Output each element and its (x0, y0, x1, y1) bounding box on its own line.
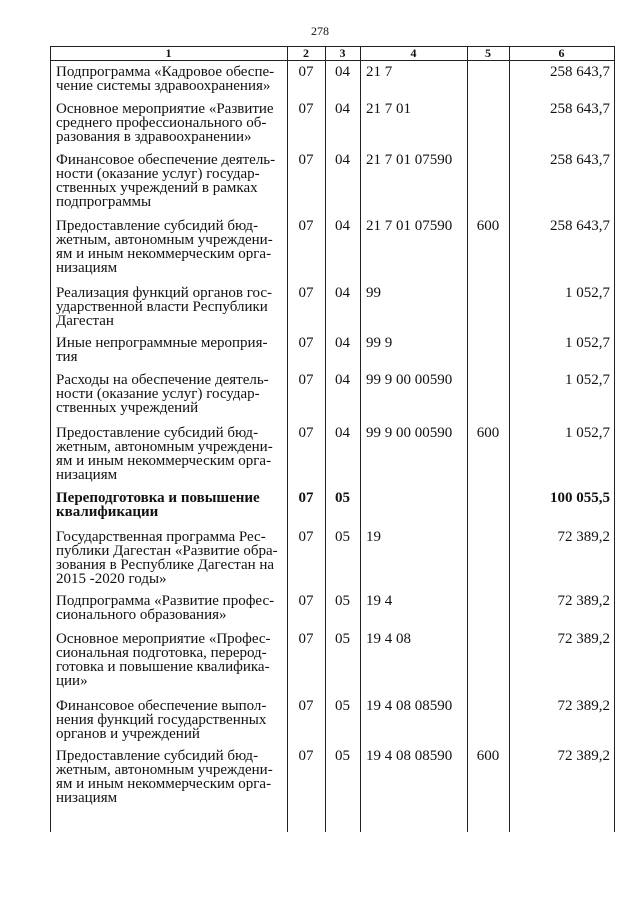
row-subsection: 05 (335, 748, 350, 764)
row-section: 07 (298, 152, 314, 168)
row-expense-type: 600 (476, 218, 500, 234)
row-target-code: 19 (366, 529, 381, 545)
row-section: 07 (298, 529, 314, 545)
row-amount: 1 052,7 (565, 335, 610, 351)
row-amount: 72 389,2 (557, 631, 610, 647)
row-subsection: 05 (335, 529, 350, 545)
row-subsection: 05 (335, 698, 350, 714)
row-amount: 72 389,2 (557, 593, 610, 609)
column-divider (360, 46, 361, 832)
row-amount: 72 389,2 (557, 698, 610, 714)
row-name: Предоставление субсидий бюд- жетным, автономным учреждени- ям и иным некоммерческим орга- низациям (56, 425, 273, 483)
row-target-code: 19 4 (366, 593, 393, 609)
row-target-code: 21 7 01 07590 (366, 152, 453, 168)
row-section: 07 (298, 335, 314, 351)
row-amount: 72 389,2 (557, 748, 610, 764)
column-header: 4 (410, 46, 417, 60)
row-name: Основное мероприятие «Развитие среднего профессионального об- разования в здравоохранении» (56, 101, 274, 145)
row-subsection: 04 (335, 285, 350, 301)
row-section: 07 (298, 64, 314, 80)
row-amount: 258 643,7 (550, 64, 610, 80)
row-name: Реализация функций органов гос- ударственной власти Республики Дагестан (56, 285, 273, 329)
row-target-code: 99 (366, 285, 381, 301)
header-bottom-border (50, 60, 615, 61)
row-amount: 1 052,7 (565, 425, 610, 441)
row-subsection: 05 (335, 593, 350, 609)
row-section: 07 (298, 425, 314, 441)
row-section: 07 (298, 218, 314, 234)
row-target-code: 19 4 08 08590 (366, 748, 453, 764)
row-name: Подпрограмма «Кадровое обеспе- чение системы здравоохранения» (56, 64, 275, 94)
column-header: 1 (165, 46, 172, 60)
row-subsection: 05 (335, 490, 350, 506)
row-target-code: 99 9 00 00590 (366, 425, 453, 441)
row-amount: 258 643,7 (550, 218, 610, 234)
row-target-code: 99 9 (366, 335, 393, 351)
row-target-code: 99 9 00 00590 (366, 372, 453, 388)
row-target-code: 21 7 01 (366, 101, 411, 117)
column-header: 6 (558, 46, 565, 60)
row-subsection: 04 (335, 372, 350, 388)
row-target-code: 19 4 08 08590 (366, 698, 453, 714)
row-section: 07 (298, 101, 314, 117)
column-divider (509, 46, 510, 832)
row-name: Финансовое обеспечение выпол- нения функций государственных органов и учреждений (56, 698, 267, 742)
row-amount: 72 389,2 (557, 529, 610, 545)
row-subsection: 04 (335, 64, 350, 80)
row-section: 07 (298, 631, 314, 647)
row-name: Основное мероприятие «Профес- сиональная подготовка, переpод- готовка и повышение квалифика- ции» (56, 631, 271, 689)
row-subsection: 04 (335, 335, 350, 351)
row-target-code: 21 7 (366, 64, 393, 80)
row-amount: 1 052,7 (565, 372, 610, 388)
row-subsection: 04 (335, 152, 350, 168)
budget-table (50, 46, 615, 832)
column-header: 5 (485, 46, 491, 60)
column-header: 2 (303, 46, 309, 60)
page-number: 278 (311, 24, 329, 38)
row-amount: 1 052,7 (565, 285, 610, 301)
row-subsection: 05 (335, 631, 350, 647)
row-expense-type: 600 (476, 748, 500, 764)
row-name: Подпрограмма «Развитие профес- сионального образования» (56, 593, 275, 623)
row-section: 07 (298, 593, 314, 609)
row-amount: 258 643,7 (550, 101, 610, 117)
row-name: Финансовое обеспечение деятель- ности (оказание услуг) государ- ственных учреждений в рамках подпрограммы (56, 152, 276, 210)
column-header: 3 (339, 46, 346, 60)
row-amount: 100 055,5 (550, 490, 610, 506)
row-subsection: 04 (335, 425, 350, 441)
row-target-code: 19 4 08 (366, 631, 411, 647)
column-divider (614, 46, 615, 832)
row-section: 07 (298, 285, 314, 301)
row-name: Предоставление субсидий бюд- жетным, автономным учреждени- ям и иным некоммерческим орга- низациям (56, 218, 273, 276)
row-name: Предоставление субсидий бюд- жетным, автономным учреждени- ям и иным некоммерческим орга- низациям (56, 748, 273, 806)
row-amount: 258 643,7 (550, 152, 610, 168)
row-name: Государственная программа Рес- публики Дагестан «Развитие обра- зования в Республике Дагестан на 2015 -2020 годы» (56, 529, 278, 587)
row-section: 07 (298, 490, 314, 506)
row-subsection: 04 (335, 101, 350, 117)
row-subsection: 04 (335, 218, 350, 234)
row-expense-type: 600 (476, 425, 500, 441)
row-section: 07 (298, 698, 314, 714)
row-name: Переподготовка и повышение квалификации (56, 490, 260, 520)
row-section: 07 (298, 748, 314, 764)
row-target-code: 21 7 01 07590 (366, 218, 453, 234)
row-name: Расходы на обеспечение деятель- ности (оказание услуг) государ- ственных учреждений (56, 372, 269, 416)
row-name: Иные непрограммные мероприя- тия (56, 335, 268, 365)
column-divider (50, 46, 51, 832)
row-section: 07 (298, 372, 314, 388)
